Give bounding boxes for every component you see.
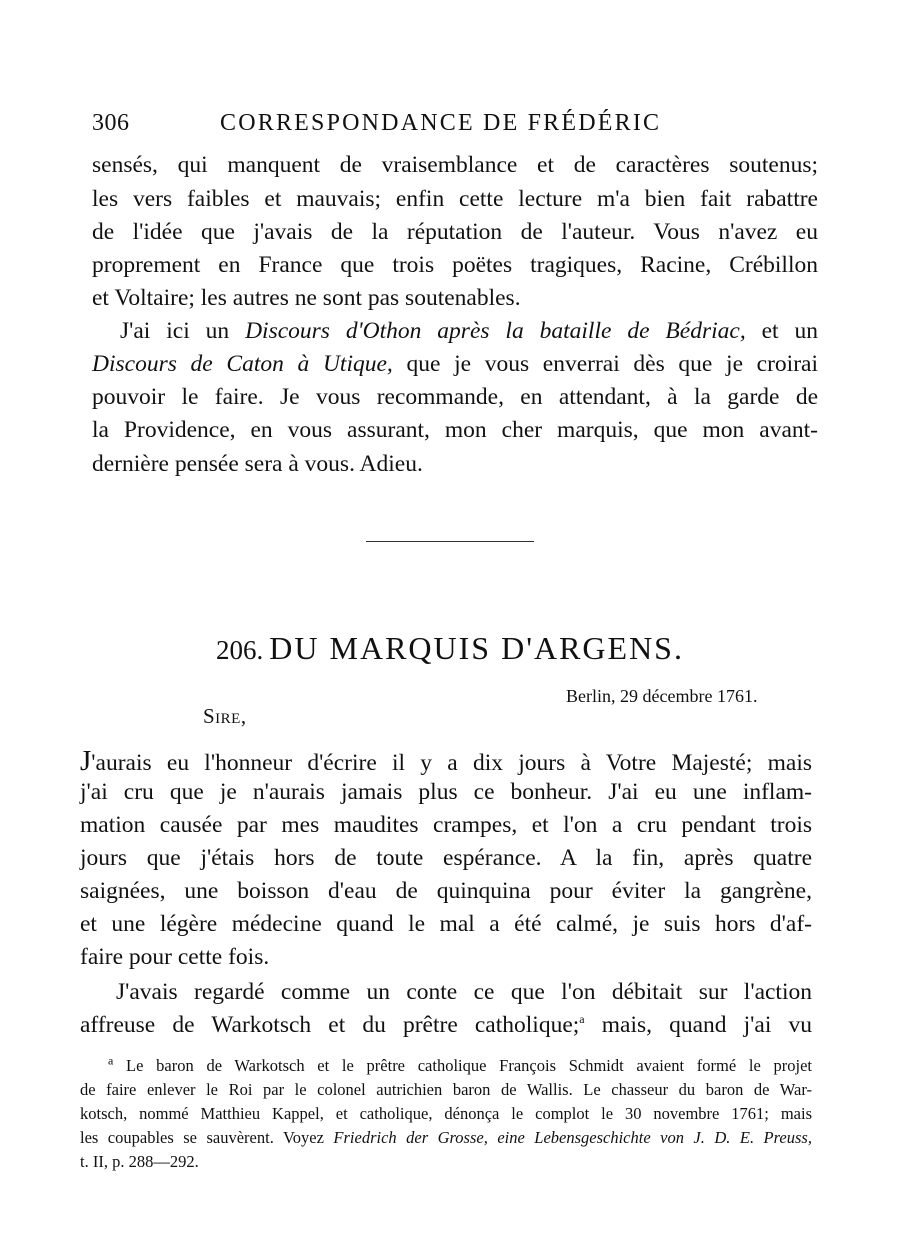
text-line: et Voltaire; les autres ne sont pas soutenables. (92, 285, 521, 311)
running-head (92, 110, 816, 140)
page-number: 306 (92, 110, 130, 136)
text-line: faire pour cette fois. (80, 944, 270, 970)
text-line: J'avais regardé comme un conte ce que l'on débitait sur l'action (116, 979, 812, 1005)
section-divider (366, 541, 534, 542)
work-title: Discours d'Othon après la bataille de Bédriac, (245, 318, 746, 344)
letter-title: DU MARQUIS D'ARGENS. (269, 630, 684, 666)
text-line: J'aurais eu l'honneur d'écrire il y a dix jours à Votre Majesté; mais (80, 745, 812, 777)
work-title: Discours de Caton à Utique, (92, 351, 393, 377)
footnote-line: t. II, p. 288—292. (80, 1152, 199, 1171)
text-line: dernière pensée sera à vous. Adieu. (92, 451, 423, 477)
footnote-line: de faire enlever le Roi par le colonel autrichien baron de Wallis. Le chasseur du baron de War- (80, 1080, 812, 1099)
footnote-line: $^a$ Le baron de Warkotsch et le prêtre catholique François Schmidt avaient formé le projet (108, 1053, 812, 1075)
text-line: pouvoir le faire. Je vous recommande, en attendant, à la garde de (92, 384, 818, 410)
text-line: Discours de Caton à Utique, que je vous enverrai dès que je croirai (92, 351, 818, 377)
text-line: mation causée par mes maudites crampes, et l'on a cru pendant trois (80, 812, 812, 838)
footnote-line: les coupables se sauvèrent. Voyez Friedrich der Grosse, eine Lebensgeschichte von J. D. E. Preuss, (80, 1128, 812, 1147)
running-title: CORRESPONDANCE DE FRÉDÉRIC (220, 110, 662, 136)
footnote-marker: a (579, 1012, 585, 1027)
text-line: la Providence, en vous assurant, mon cher marquis, que mon avant- (92, 417, 818, 443)
cited-work: Friedrich der Grosse, eine Lebensgeschichte von J. D. E. Preuss, (333, 1128, 812, 1147)
text-line: affreuse de Warkotsch et du prêtre catholique;$^a$ mais, quand j'ai vu (80, 1012, 812, 1038)
letter-heading (0, 630, 900, 667)
letter-number: 206. (216, 635, 264, 665)
text-line: sensés, qui manquent de vraisemblance et de caractères soutenus; (92, 152, 818, 178)
text-line: saignées, une boisson d'eau de quinquina pour éviter la gangrène, (80, 878, 812, 904)
text-line: j'ai cru que je n'aurais jamais plus ce bonheur. J'ai eu une inflam- (80, 779, 812, 805)
text-line: et une légère médecine quand le mal a été calmé, je suis hors d'af- (80, 911, 812, 937)
text-line: jours que j'étais hors de toute espérance. A la fin, après quatre (80, 845, 812, 871)
text-line: J'ai ici un Discours d'Othon après la bataille de Bédriac, et un (120, 318, 818, 344)
text-line: proprement en France que trois poëtes tragiques, Racine, Crébillon (92, 252, 818, 278)
footnote-mark: a (108, 1053, 114, 1068)
text-line: de l'idée que j'avais de la réputation de l'auteur. Vous n'avez eu (92, 219, 818, 245)
dateline: Berlin, 29 décembre 1761. (566, 686, 758, 706)
footnote-line: kotsch, nommé Matthieu Kappel, et catholique, dénonça le complot le 30 novembre 1761; mais (80, 1104, 812, 1123)
text-line: les vers faibles et mauvais; enfin cette lecture m'a bien fait rabattre (92, 186, 818, 212)
initial-letter: J (80, 745, 92, 777)
salutation: Sire, (203, 704, 247, 728)
